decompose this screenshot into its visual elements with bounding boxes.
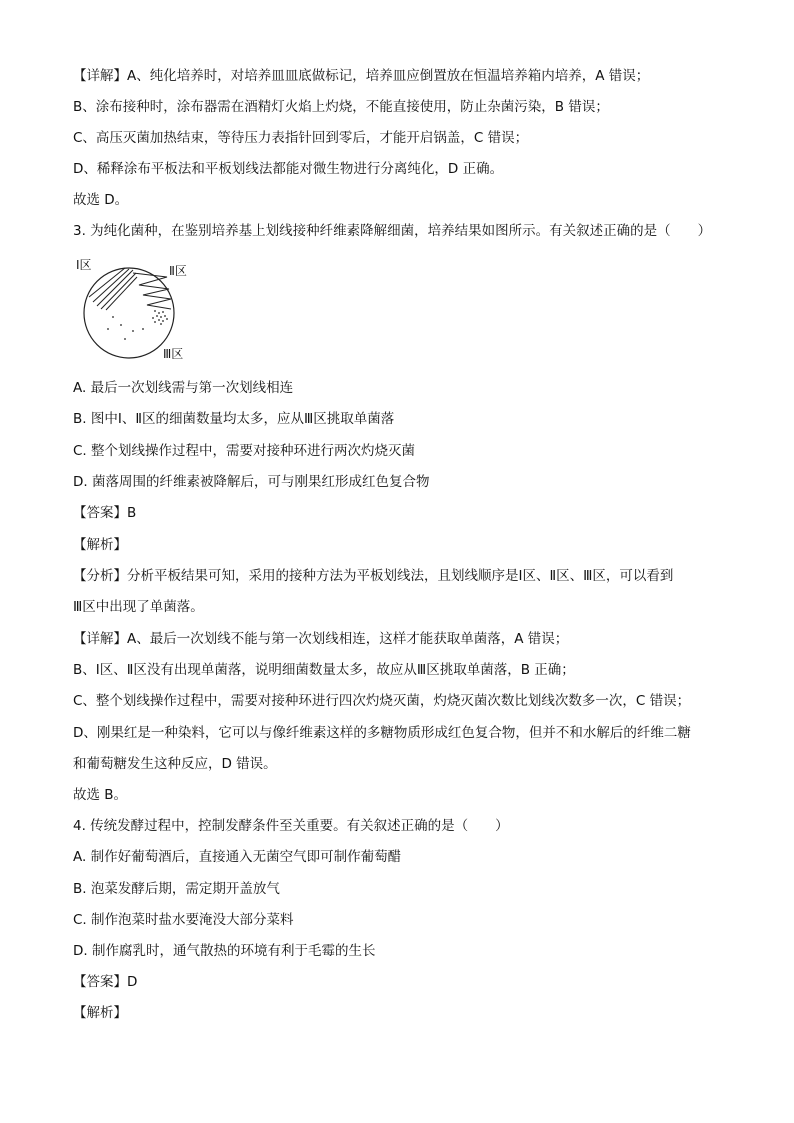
zone-1-label: Ⅰ区	[76, 258, 92, 272]
analysis-heading: 【解析】	[73, 537, 127, 553]
answer-line: 【答案】D	[73, 974, 138, 990]
option-b: B. 图中Ⅰ、Ⅱ区的细菌数量均太多，应从Ⅲ区挑取单菌落	[73, 411, 395, 427]
zone-3-label: Ⅲ区	[163, 347, 184, 361]
zone-2-label: Ⅱ区	[169, 264, 187, 278]
answer-line: 【答案】B	[73, 505, 137, 521]
option-d: D. 菌落周围的纤维素被降解后，可与刚果红形成红色复合物	[73, 474, 430, 490]
text-line: 故选 B。	[73, 787, 128, 803]
text-line: D、稀释涂布平板法和平板划线法都能对微生物进行分离纯化，D 正确。	[73, 161, 504, 177]
question-3-stem: 3. 为纯化菌种，在鉴别培养基上划线接种纤维素降解细菌，培养结果如图所示。有关叙述正确的是（ ）	[73, 223, 712, 239]
option-a: A. 制作好葡萄酒后，直接通入无菌空气即可制作葡萄醋	[73, 849, 402, 865]
text-line: 和葡萄糖发生这种反应，D 错误。	[73, 756, 277, 772]
text-line: B、Ⅰ区、Ⅱ区没有出现单菌落，说明细菌数量太多，故应从Ⅲ区挑取单菌落，B 正确；	[73, 662, 575, 678]
text-line: C、整个划线操作过程中，需要对接种环进行四次灼烧灭菌，灼烧灭菌次数比划线次数多一次，C 错误；	[73, 693, 691, 709]
petri-dish-diagram	[73, 255, 213, 365]
option-c: C. 整个划线操作过程中，需要对接种环进行两次灼烧灭菌	[73, 443, 416, 459]
option-b: B. 泡菜发酵后期，需定期开盖放气	[73, 881, 280, 897]
streak-plate-figure	[73, 255, 213, 365]
text-line: 【详解】A、最后一次划线不能与第一次划线相连，这样才能获取单菌落，A 错误；	[73, 631, 569, 647]
option-a: A. 最后一次划线需与第一次划线相连	[73, 380, 294, 396]
text-line: 故选 D。	[73, 192, 129, 208]
option-c: C. 制作泡菜时盐水要淹没大部分菜料	[73, 912, 294, 928]
text-line: D、刚果红是一种染料，它可以与像纤维素这样的多糖物质形成红色复合物，但并不和水解后的纤维二糖	[73, 725, 691, 741]
text-line: 【分析】分析平板结果可知，采用的接种方法为平板划线法，且划线顺序是Ⅰ区、Ⅱ区、Ⅲ区，可以看到	[73, 568, 674, 584]
option-d: D. 制作腐乳时，通气散热的环境有利于毛霉的生长	[73, 943, 376, 959]
analysis-heading: 【解析】	[73, 1005, 127, 1021]
text-line: Ⅲ区中出现了单菌落。	[73, 599, 204, 615]
text-line: B、涂布接种时，涂布器需在酒精灯火焰上灼烧，不能直接使用，防止杂菌污染，B 错误；	[73, 99, 609, 115]
text-line: 【详解】A、纯化培养时，对培养皿皿底做标记，培养皿应倒置放在恒温培养箱内培养，A 错误；	[73, 68, 650, 84]
text-line: C、高压灭菌加热结束，等待压力表指针回到零后，才能开启锅盖，C 错误；	[73, 130, 529, 146]
question-4-stem: 4. 传统发酵过程中，控制发酵条件至关重要。有关叙述正确的是（ ）	[73, 818, 509, 834]
